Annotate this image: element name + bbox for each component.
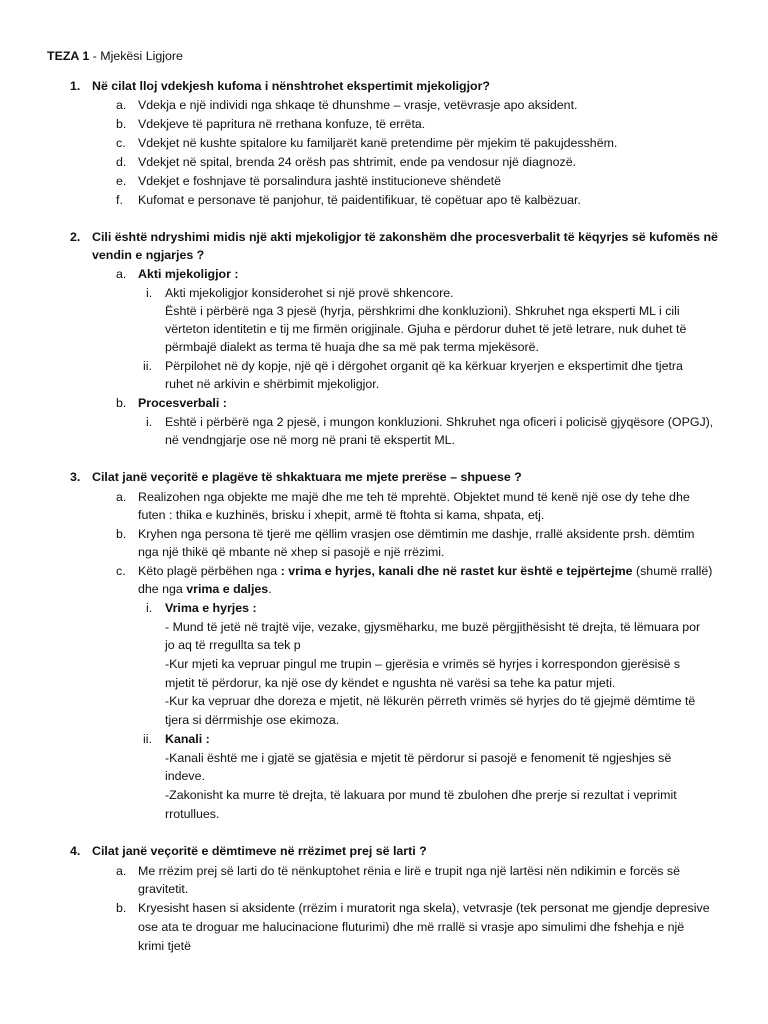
q1-item-marker: b. (116, 117, 127, 131)
q1-item-text: Vdekja e një individi nga shkaqe të dhunshme – vrasje, vetëvrasje apo aksident. (138, 98, 578, 112)
q1-item-text: Vdekjet në kushte spitalore ku familjarët kanë pretendime për mjekim të pakujdesshëm. (138, 136, 618, 150)
q2-b-heading: Procesverbali : (138, 396, 227, 410)
q2-number: 2. (70, 230, 81, 244)
q1-item-marker: d. (116, 155, 127, 169)
q4-number: 4. (70, 844, 81, 858)
q3-c-i-heading: Vrima e hyrjes : (165, 601, 257, 615)
q3-c-text: (shumë rrallë) (632, 564, 713, 578)
q4-b-marker: b. (116, 901, 127, 915)
q4-b-text: Kryesisht hasen si aksidente (rrëzim i muratorit nga skela), vetvrasje (tek personat me gjendje depresive (138, 901, 710, 915)
q3-c-bold-text: : vrima e hyrjes, kanali dhe në rastet kur është e tejpërtejme (280, 564, 633, 578)
q3-c-i-text: -Kur mjeti ka vepruar pingul me trupin – gjerësia e vrimës së hyrjes i korrespondon gjerësisë s (165, 657, 681, 671)
q3-text: Cilat janë veçoritë e plagëve të shkaktuara me mjete prerëse – shpuese ? (92, 470, 522, 484)
title-subject: - Mjekësi Ligjore (89, 49, 183, 63)
q3-c-text: Këto plagë përbëhen nga (138, 564, 281, 578)
q3-c-i-text: - Mund të jetë në trajtë vije, vezake, gjysmëharku, me buzë përgjithësisht të drejta, të lëmuara por (165, 620, 701, 634)
title-code: TEZA 1 (47, 49, 90, 63)
q2-a-i-text: vërteton identitetin e tij me firmën origjinale. Gjuha e përdorur duhet të jetë letrare, nuk duhet të (165, 322, 687, 336)
q3-c-ii-heading: Kanali : (165, 732, 210, 746)
q3-number: 3. (70, 470, 81, 484)
q2-b-marker: b. (116, 396, 127, 410)
q3-c-i-text: jo aq të rregullta sa tek p (165, 638, 301, 652)
q3-c-ii-text: indeve. (165, 769, 205, 783)
q3-c-ii-text: rrotullues. (165, 807, 220, 821)
q2-a-i-text: Është i përbërë nga 3 pjesë (hyrja, përshkrimi dhe konkluzioni). Shkruhet nga eksperti ML i cili (165, 304, 680, 318)
q1-number: 1. (70, 79, 81, 93)
q2-a-i-text: Akti mjekoligjor konsiderohet si një provë shkencore. (165, 286, 454, 300)
q1-item-text: Kufomat e personave të panjohur, të paidentifikuar, të copëtuar apo të kalbëzuar. (138, 193, 581, 207)
q2-b-i-marker: i. (146, 415, 153, 429)
q4-a-text: Me rrëzim prej së larti do të nënkuptohet rënia e lirë e trupit nga një lartësi nën ndikimin e forcës së (138, 864, 681, 878)
q2-a-i-text: përmbajë dialekt as terma të huaja dhe sa më pak terma mjekësorë. (165, 340, 539, 354)
q2-a-i-marker: i. (146, 286, 153, 300)
q3-b-marker: b. (116, 527, 127, 541)
q2-a-ii-marker: ii. (143, 359, 152, 373)
q2-a-heading: Akti mjekoligjor : (138, 267, 239, 281)
q3-c-i-text: mjetit të përdorur, ka një ose dy këndet e ngushta në varësi sa tehe ka patur mjeti. (165, 676, 616, 690)
q2-b-i-text: në vendngjarje ose në morg në prani të ekspertit ML. (165, 433, 455, 447)
q3-a-text: futen : thika e kuzhinës, brisku i xhepit, armë të ftohta si kama, shpata, etj. (138, 508, 545, 522)
q4-a-text: gravitetit. (138, 882, 189, 896)
q3-b-text: nga një thikë që mbante në xhep si pasojë e një rrëzimi. (138, 545, 445, 559)
q1-item-marker: f. (116, 193, 123, 207)
q1-item-text: Vdekjet e foshnjave të porsalindura jashtë institucioneve shëndetë (138, 174, 502, 188)
q3-c-i-marker: i. (146, 601, 153, 615)
q2-text-line: Cili është ndryshimi midis një akti mjekoligjor të zakonshëm dhe procesverbalit të këqyrjes së kufomës në (92, 230, 718, 244)
q1-item-marker: e. (116, 174, 127, 188)
q3-c-line (138, 580, 272, 598)
q3-c-text: dhe nga (138, 582, 187, 596)
q2-b-i-text: Eshtë i përbërë nga 2 pjesë, i mungon konkluzioni. Shkruhet nga oficeri i policisë gjyqësore (OPGJ), (165, 415, 714, 429)
q3-c-i-text: tjera si dërrmishje ose ekimoza. (165, 713, 340, 727)
q3-a-text: Realizohen nga objekte me majë dhe me teh të mprehtë. Objektet mund të kenë një ose dy tehe dhe (138, 490, 690, 504)
q4-b-text: ose ata te droguar me halucinacione fluturimi) dhe më rrallë si vrasje apo simulimi dhe fshehja e një (138, 920, 685, 934)
q3-c-text: . (268, 582, 272, 596)
q1-item-marker: c. (116, 136, 126, 150)
q2-text-line: vendin e ngjarjes ? (92, 248, 205, 262)
q2-a-ii-text: ruhet në arkivin e shërbimit mjekoligjor. (165, 377, 380, 391)
q2-a-marker: a. (116, 267, 127, 281)
q3-c-bold-text: vrima e daljes (186, 582, 269, 596)
q3-c-ii-marker: ii. (143, 732, 152, 746)
q3-c-ii-text: -Zakonisht ka murre të drejta, të lakuara por mund të zbulohen dhe prerje si rezultat i veprimit (165, 788, 677, 802)
q1-text: Në cilat lloj vdekjesh kufoma i nënshtrohet ekspertimit mjekoligjor? (92, 79, 490, 93)
q3-c-ii-text: -Kanali është me i gjatë se gjatësia e mjetit të përdorur si pasojë e fenomenit të ngjeshjes së (165, 751, 672, 765)
q3-a-marker: a. (116, 490, 127, 504)
q4-b-text: krimi tjetë (138, 939, 192, 953)
q3-c-i-text: -Kur ka vepruar dhe doreza e mjetit, në lëkurën përreth vrimës së hyrjes do të gjejmë dëmtime të (165, 694, 696, 708)
q4-text: Cilat janë veçoritë e dëmtimeve në rrëzimet prej së larti ? (92, 844, 427, 858)
q1-item-text: Vdekjet në spital, brenda 24 orësh pas shtrimit, ende pa vendosur një diagnozë. (138, 155, 577, 169)
q2-a-ii-text: Përpilohet në dy kopje, një që i dërgohet organit që ka kërkuar kryerjen e ekspertimit dhe tjetra (165, 359, 683, 373)
q3-b-text: Kryhen nga persona të tjerë me qëllim vrasjen ose dëmtimin me dashje, rrallë aksidente prsh. dëmtim (138, 527, 695, 541)
q1-item-marker: a. (116, 98, 127, 112)
q4-a-marker: a. (116, 864, 127, 878)
q3-c-marker: c. (116, 564, 126, 578)
document-title (47, 47, 183, 65)
q1-item-text: Vdekjeve të papritura në rrethana konfuze, të errëta. (138, 117, 426, 131)
q3-c-line (138, 562, 712, 580)
